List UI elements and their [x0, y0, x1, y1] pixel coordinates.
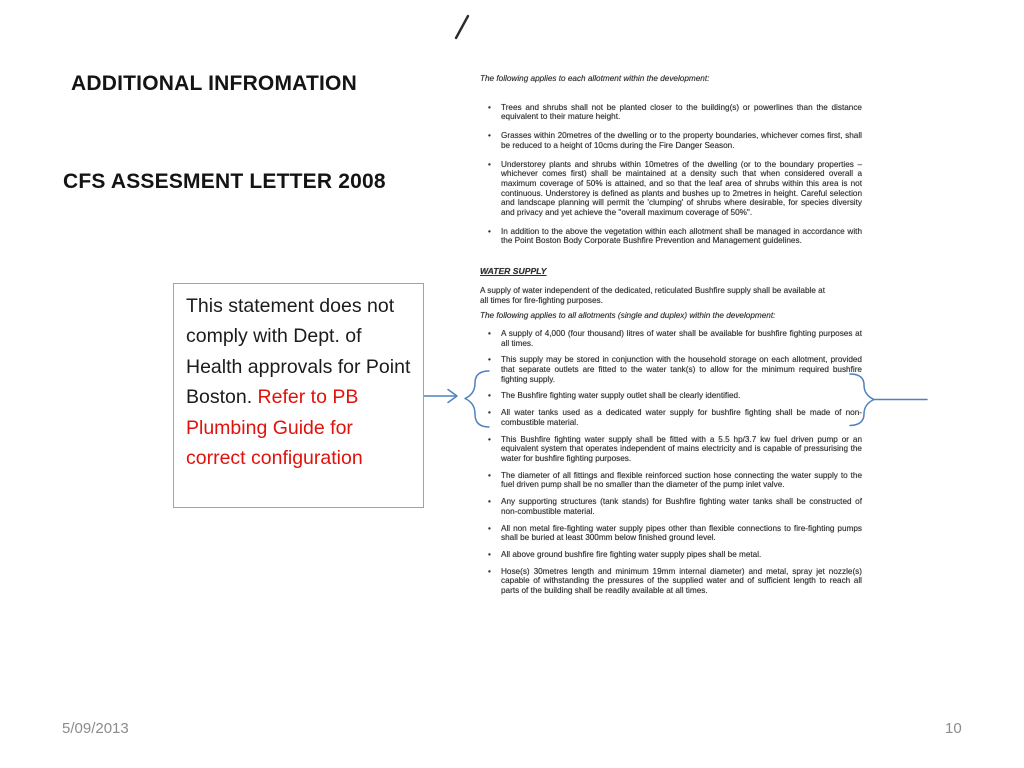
doc-bullet: • In addition to the above the vegetation within each allotment shall be managed in accordance with the Point Boston Body Corporate Bushfire Prevention and Management guidelines.	[480, 227, 862, 246]
doc-bullet: • The Bushfire fighting water supply outlet shall be clearly identified.	[480, 391, 862, 401]
slide-subtitle: CFS ASSESMENT LETTER 2008	[63, 170, 386, 193]
doc-bullet-highlighted: • This supply may be stored in conjunction with the household storage on each allotment, provided that separate outlets are fitted to the water tank(s) to allow for the minimum required bushfire fighting supply.	[480, 355, 862, 384]
footer-date: 5/09/2013	[62, 720, 129, 737]
doc-bullet: • Any supporting structures (tank stands) for Bushfire fighting water tanks shall be constructed of non-combustible material.	[480, 497, 862, 516]
water-supply-paragraph: A supply of water independent of the dedicated, reticulated Bushfire supply shall be available at all times for fire-fighting purposes.	[480, 285, 826, 305]
annotation-callout-box	[173, 283, 424, 508]
doc-bullet: • All non metal fire-fighting water supply pipes other than flexible connections to fire-fighting pumps shall be buried at least 300mm below finished ground level.	[480, 524, 862, 543]
doc-bullet: • Hose(s) 30metres length and minimum 19mm internal diameter) and metal, spray jet nozzle(s) capable of withstanding the pressures of the supplied water and of sufficient length to reach all parts of the building shall be readily available at all times.	[480, 567, 862, 596]
doc-bullet: • Trees and shrubs shall not be planted closer to the building(s) or powerlines than the distance equivalent to their mature height.	[480, 103, 862, 122]
doc-bullet: • Understorey plants and shrubs within 10metres of the dwelling (or to the boundary properties – whichever comes first) shall be maintained at a density such that when considered overall a maximum coverage of 50% is attained, and so that the leaf area of shrubs within this area is not continuous. Understorey is defined as plants and bushes up to 2metres in height. Careful selection and landscape planning will permit the 'clumping' of shrubs where desirable, for species diversity and privacy and yet achieve the "overall maximum coverage of 50%".	[480, 160, 862, 218]
slide-title: ADDITIONAL INFROMATION	[71, 72, 357, 95]
doc-bullet: • A supply of 4,000 (four thousand) litres of water shall be available for bushfire fighting purposes at all times.	[480, 329, 862, 348]
doc-bullet: • The diameter of all fittings and flexible reinforced suction hose connecting the water supply to the fuel driven pump shall be no smaller than the diameter of the pump inlet valve.	[480, 471, 862, 490]
doc-intro-line-2: The following applies to all allotments (single and duplex) within the development:	[480, 311, 776, 321]
doc-intro-line: The following applies to each allotment within the development:	[480, 74, 710, 83]
callout-text-black: This statement does not comply with Dept. of Health approvals for Point Boston.	[186, 295, 411, 409]
scanned-document	[480, 74, 862, 603]
doc-bullet: • All above ground bushfire fire fighting water supply pipes shall be metal.	[480, 550, 862, 560]
doc-section1-list	[480, 103, 862, 246]
footer-page-number: 10	[945, 720, 962, 737]
water-supply-heading: WATER SUPPLY	[480, 266, 547, 277]
pointer-arrow-head	[448, 390, 457, 403]
doc-bullet: • All water tanks used as a dedicated water supply for bushfire fighting shall be made of non-combustible material.	[480, 408, 862, 427]
callout-text-red: Refer to PB Plumbing Guide for correct configuration	[186, 386, 363, 470]
slash-mark	[456, 16, 468, 38]
doc-water-supply-list	[480, 329, 862, 596]
doc-bullet: • Grasses within 20metres of the dwelling or to the property boundaries, whichever comes first, shall be reduced to a height of 10cms during the Fire Danger Season.	[480, 131, 862, 150]
doc-bullet: • This Bushfire fighting water supply shall be fitted with a 5.5 hp/3.7 kw fuel driven pump or an equivalent system that operates independent of mains electricity and is capable of pressurising the water for bushfire fighting purposes.	[480, 435, 862, 464]
